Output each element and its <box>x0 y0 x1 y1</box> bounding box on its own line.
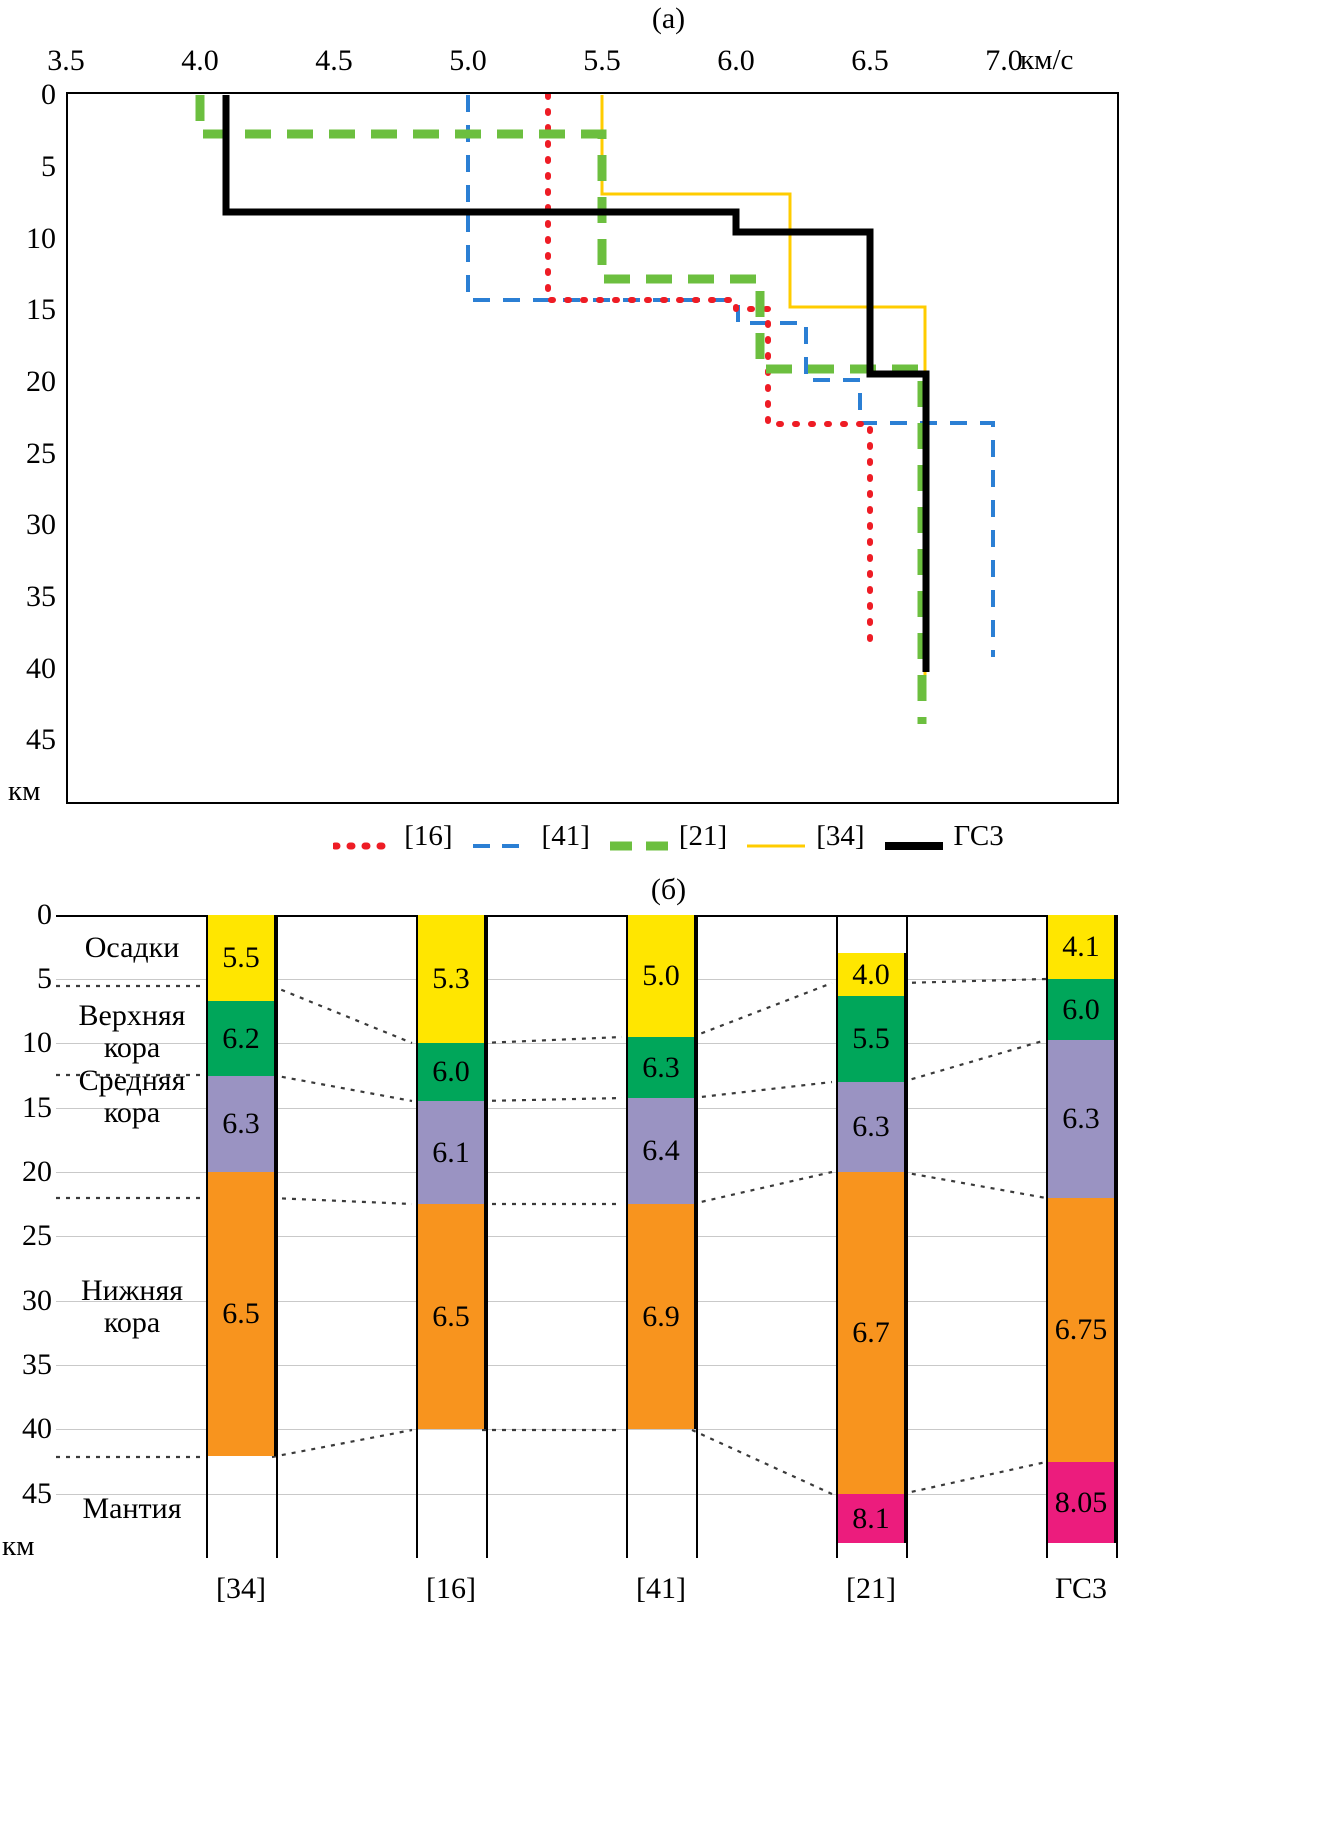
y-tick-label: 35 <box>26 580 56 613</box>
y-tick-label: 45 <box>22 1477 52 1510</box>
y-tick-label: 10 <box>26 222 56 255</box>
layer-label-middle-crust: Средняя кора <box>78 1064 186 1129</box>
segment-lower-crust: 6.7 <box>838 1172 904 1494</box>
segment-upper-crust: 5.5 <box>838 996 904 1082</box>
segment-sediments: 5.5 <box>208 915 274 1001</box>
segment-middle-crust: 6.1 <box>418 1101 484 1204</box>
y-tick-label: 20 <box>22 1155 52 1188</box>
column-bar-34 <box>206 915 276 1456</box>
velocity-depth-plot <box>66 92 1119 804</box>
y-axis-unit-label: км <box>2 1530 35 1562</box>
legend-item-16 <box>333 820 452 853</box>
velocity-depth-curves <box>68 94 1116 801</box>
y-tick-label: 0 <box>41 78 56 111</box>
segment-lower-crust: 6.5 <box>418 1204 484 1429</box>
legend-label: [21] <box>678 820 728 852</box>
y-tick-label: 45 <box>26 723 56 756</box>
column-separator <box>696 915 698 1558</box>
x-tick-label: 3.5 <box>47 44 85 77</box>
column-separator <box>906 915 908 1558</box>
column-label-41: [41] <box>636 1572 686 1605</box>
column-label-34: [34] <box>216 1572 266 1605</box>
segment-middle-crust: 6.3 <box>838 1082 904 1172</box>
x-tick-label: 5.0 <box>449 44 487 77</box>
y-tick-label: 40 <box>26 652 56 685</box>
layer-label-upper-crust: Верхняя кора <box>78 999 186 1064</box>
legend-label: [41] <box>541 820 590 852</box>
y-tick-label: 20 <box>26 365 56 398</box>
legend-item-34 <box>745 820 864 853</box>
segment-upper-crust: 6.2 <box>208 1001 274 1076</box>
layer-label-sediments: Осадки <box>84 931 180 964</box>
y-tick-label: 30 <box>26 508 56 541</box>
x-tick-label: 6.5 <box>851 44 889 77</box>
column-label-21: [21] <box>846 1572 896 1605</box>
segment-middle-crust: 6.3 <box>208 1076 274 1172</box>
y-tick-label: 15 <box>26 293 56 326</box>
layer-label-mantle: Мантия <box>82 1492 182 1525</box>
segment-mantle: 8.1 <box>838 1494 904 1543</box>
column-separator <box>1116 915 1118 1558</box>
legend-glyph-thick-dashed-icon <box>608 829 670 845</box>
y-tick-label: 40 <box>22 1412 52 1445</box>
segment-upper-crust: 6.0 <box>418 1043 484 1101</box>
panel-b-title: (б) <box>650 873 687 906</box>
legend-glyph-dashed-icon <box>471 829 533 845</box>
legend-item-gsz <box>883 820 1004 853</box>
x-tick-label: 5.5 <box>583 44 621 77</box>
column-bar-16 <box>416 915 486 1429</box>
y-tick-label: 35 <box>22 1348 52 1381</box>
panel-a-title: (а) <box>651 2 686 35</box>
legend-item-41 <box>471 820 590 853</box>
y-tick-label: 25 <box>22 1219 52 1252</box>
layer-label-lower-crust: Нижняя кора <box>80 1274 184 1339</box>
x-tick-label: 6.0 <box>717 44 755 77</box>
x-axis-unit-label: км/с <box>1020 44 1074 76</box>
legend-item-21 <box>608 820 727 853</box>
x-tick-label: 4.0 <box>181 44 219 77</box>
panel-a <box>0 0 1337 880</box>
segment-sediments: 4.0 <box>838 953 904 996</box>
panel-a-legend <box>0 820 1337 853</box>
segment-middle-crust: 6.3 <box>1048 1040 1114 1198</box>
segment-upper-crust: 6.0 <box>1048 979 1114 1040</box>
segment-sediments: 4.1 <box>1048 915 1114 979</box>
y-axis-unit-label: км <box>8 775 41 807</box>
segment-lower-crust: 6.9 <box>628 1204 694 1429</box>
curve-gsz <box>226 95 926 672</box>
y-tick-label: 5 <box>37 962 52 995</box>
legend-glyph-solid-thin-icon <box>745 829 807 845</box>
legend-label: ГС3 <box>953 820 1004 852</box>
curve-21 <box>200 95 922 724</box>
column-label-16: [16] <box>426 1572 476 1605</box>
y-tick-label: 0 <box>37 898 52 931</box>
segment-sediments: 5.0 <box>628 915 694 1037</box>
column-bar-41 <box>626 915 696 1429</box>
y-tick-label: 25 <box>26 437 56 470</box>
x-tick-label: 7.0 <box>985 44 1023 77</box>
segment-lower-crust: 6.5 <box>208 1172 274 1456</box>
segment-mantle: 8.05 <box>1048 1462 1114 1543</box>
segment-upper-crust: 6.3 <box>628 1037 694 1098</box>
segment-lower-crust: 6.75 <box>1048 1198 1114 1462</box>
curve-34 <box>602 95 925 694</box>
column-separator <box>486 915 488 1558</box>
legend-label: [34] <box>816 820 865 852</box>
segment-sediments: 5.3 <box>418 915 484 1043</box>
column-bar-gsz <box>1046 915 1116 1543</box>
legend-glyph-solid-thick-icon <box>883 829 945 845</box>
panel-b <box>0 873 1337 1831</box>
y-tick-label: 30 <box>22 1284 52 1317</box>
segment-middle-crust: 6.4 <box>628 1098 694 1204</box>
y-tick-label: 5 <box>41 150 56 183</box>
y-tick-label: 10 <box>22 1026 52 1059</box>
y-tick-label: 15 <box>22 1091 52 1124</box>
legend-label: [16] <box>404 820 453 852</box>
column-separator <box>276 915 278 1558</box>
column-label-gsz: ГС3 <box>1055 1572 1107 1605</box>
legend-glyph-dotted-icon <box>333 829 395 845</box>
x-tick-label: 4.5 <box>315 44 353 77</box>
column-bar-21 <box>836 953 906 1543</box>
